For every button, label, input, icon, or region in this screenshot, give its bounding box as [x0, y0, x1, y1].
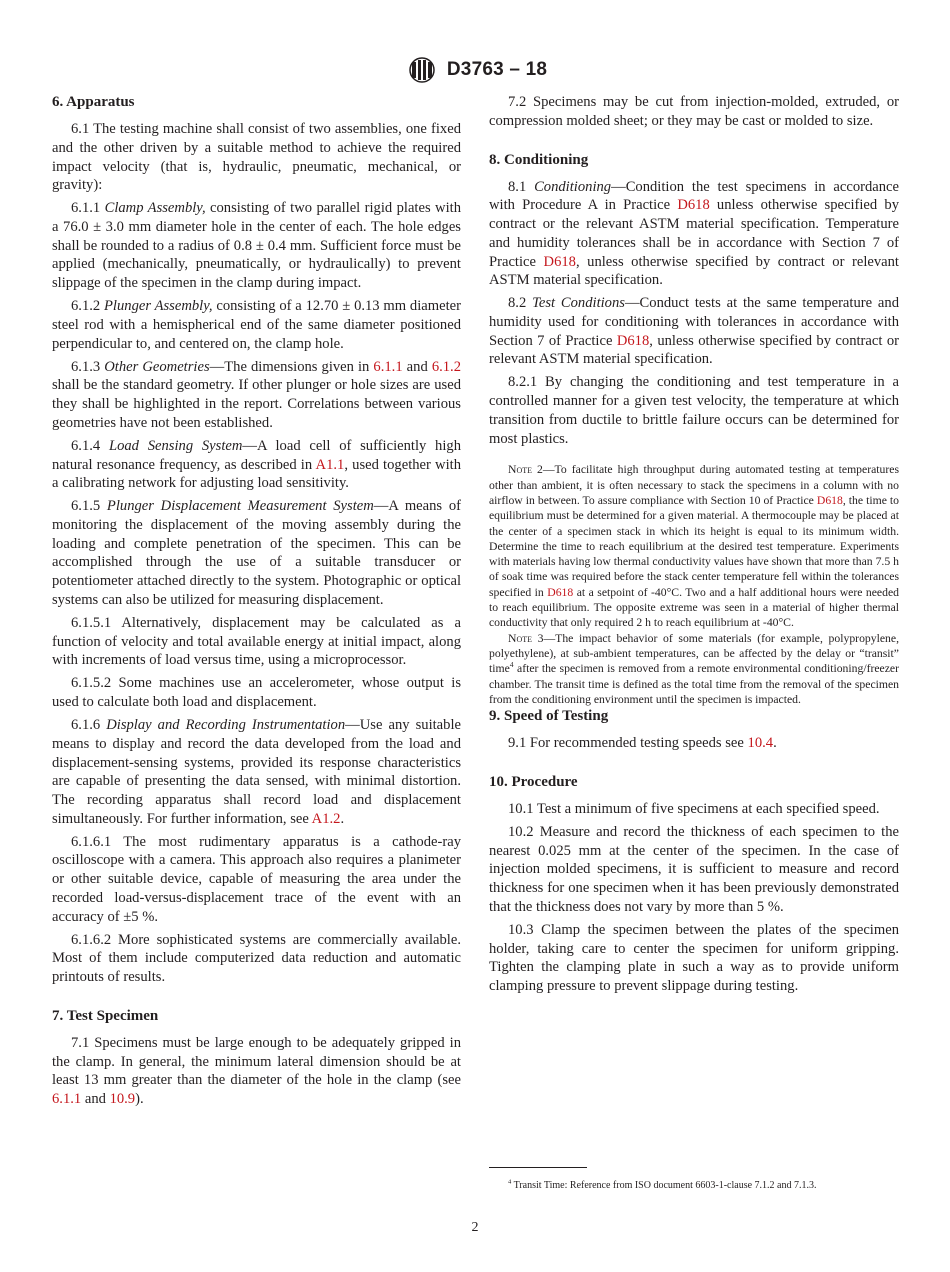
cross-reference-link[interactable]: A1.2 [311, 810, 341, 827]
text-run: 8. Conditioning [489, 151, 589, 168]
cross-reference-link[interactable]: 6.1.1 [52, 1091, 82, 1108]
text-run: 6.1.5.2 Some machines use an accelerometer, whose output is used to calculate both load and displacement. [52, 675, 461, 711]
paragraph [52, 437, 461, 493]
cross-reference-link[interactable]: 10.9 [109, 1091, 136, 1108]
text-run: 9.1 For recommended testing speeds see [508, 735, 748, 752]
text-run: . [340, 810, 345, 827]
text-run: —Condition the test specimens in accordance with Procedure A in Practice [489, 178, 899, 214]
paragraph [489, 800, 899, 819]
note-paragraph [489, 462, 899, 630]
cross-reference-link[interactable]: A1.1 [315, 456, 345, 473]
section-heading [52, 93, 461, 112]
astm-logo-icon [403, 56, 441, 84]
text-run: 8.2 [508, 295, 533, 312]
text-run: —Use any suitable means to display and record the data developed from the load and displacement-sensing systems, provided its response characteristics are capable of presenting the data sensed, with minimal distortion. The recording apparatus shall record load and displacement simultaneously. For further information, see [52, 717, 461, 827]
note-paragraph [489, 631, 899, 707]
subsection-title: Other Geometries [104, 358, 210, 375]
section-heading [489, 773, 899, 792]
footnote-text: Transit Time: Reference from ISO document 6603-1-clause 7.1.2 and 7.1.3. [511, 1180, 817, 1191]
text-run: 6.1.5 [71, 498, 107, 515]
page-header [0, 56, 950, 84]
paragraph [52, 833, 461, 927]
text-run: 7.1 Specimens must be large enough to be adequately gripped in the clamp. In general, the minimum lateral dimension should be at least 13 mm greater than the diameter of the hole in the clamp (see [52, 1034, 461, 1089]
note-label: Note [508, 631, 532, 645]
text-run: unless otherwise specified by contract or the relevant ASTM material specification. Temperature and humidity tolerances shall be in accordance with Section 7 of Practice [489, 197, 899, 270]
paragraph [489, 93, 899, 131]
page-number: 2 [471, 1220, 479, 1235]
cross-reference-link[interactable]: D618 [816, 493, 843, 507]
text-run: , used together with a calibrating network for adjusting load sensitivity. [52, 456, 461, 492]
paragraph [52, 931, 461, 987]
text-run: 6.1.1 [71, 200, 105, 217]
text-run: , the time to equilibrium must be determined for a given material. A thermocouple may be placed at the center of a specimen stack in which its height is equal to its minimum width. Determine the time to reach equilibrium at the desired test temperature. Experiments with materials having low thermal conductivity values have shown that more than 7.5 h of soak time was required before the stack center temperature fell within the tolerances specified in [489, 493, 899, 599]
cross-reference-link[interactable]: D618 [616, 332, 650, 349]
footnote-divider [489, 1167, 587, 1168]
section-heading [52, 1007, 461, 1026]
right-column [489, 93, 899, 1000]
text-run: —Conduct tests at the same temperature and humidity used for conditioning with tolerances in accordance with Section 7 of Practice [489, 295, 899, 349]
paragraph [52, 614, 461, 670]
cross-reference-link[interactable]: 6.1.2 [431, 358, 461, 375]
text-run: consisting of a 12.70 ± 0.13 mm diameter steel rod with a hemispherical end of the same diameter positioned perpendicular to, and centered on, the clamp hole. [52, 298, 461, 352]
text-run: 6.1.6 [71, 717, 107, 733]
subsection-title: Plunger Displacement Measurement System [106, 498, 374, 515]
text-run: shall be the standard geometry. If other plunger or hole sizes are used they shall be highlighted in the report. Correlations between various geometries have not been established. [52, 377, 461, 431]
footnote [489, 1179, 899, 1192]
subsection-title: Clamp Assembly, [104, 200, 206, 217]
cross-reference-link[interactable]: 10.4 [747, 735, 774, 752]
subsection-title: Plunger Assembly, [104, 298, 213, 315]
text-run: 9. Speed of Testing [489, 708, 609, 725]
subsection-title: Conditioning [534, 178, 612, 195]
text-run: 2—To facilitate high throughput during automated testing at temperatures other than ambient, it is often necessary to stack the specimens in a column with no airflow in between. To assure compliance with Section 10 of Practice [489, 463, 899, 507]
paragraph [489, 294, 899, 369]
text-run: —A load cell of sufficiently high natural resonance frequency, as described in [52, 437, 462, 473]
section-heading [489, 707, 899, 726]
text-run: 10.3 Clamp the specimen between the plates of the specimen holder, taking care to center the specimen for uniform gripping. Tighten the clamping plate in such a way as to provide uniform clamping pressure to prevent slippage during testing. [489, 921, 899, 994]
note-label: Note [508, 463, 532, 477]
text-run: 6.1.6.2 More sophisticated systems are commercially available. Most of them include computerized data reduction and automatic printouts of results. [52, 931, 461, 986]
text-run: 6.1 The testing machine shall consist of two assemblies, one fixed and the other driven by a suitable method to achieve the required impact velocity (that is, hydraulic, pneumatic, mechanical, or gravity): [52, 121, 461, 194]
text-run: ). [135, 1091, 144, 1108]
text-run: 6. Apparatus [52, 94, 135, 110]
text-run: 10.2 Measure and record the thickness of each specimen to the nearest 0.025 mm at the center of the specimen. In the case of injection molded specimens, it is sufficient to measure and record thickness for one specimen when it has been previously demonstrated that the thickness does not vary by more than 5 %. [489, 823, 899, 915]
text-run: 8.2.1 By changing the conditioning and test temperature in a controlled manner for a given test velocity, the temperature at which transition from ductile to brittle failure occurs can be determined for most plastics. [489, 374, 899, 447]
text-run: 6.1.2 [71, 298, 104, 315]
left-column [52, 93, 461, 1113]
section-heading [489, 151, 899, 170]
paragraph [489, 178, 899, 291]
text-run: 10. Procedure [489, 773, 578, 790]
paragraph [489, 734, 899, 753]
footnote-number: 4 [508, 1178, 512, 1186]
paragraph [52, 199, 461, 293]
paragraph [52, 497, 461, 610]
paragraph [52, 674, 461, 712]
paragraph [52, 297, 461, 353]
text-run: —A means of monitoring the displacement of the moving assembly during the loading and complete penetration of the specimen. This can be accomplished through the use of a suitable transducer or potentiometer attached directly to the system. Photographic or optical systems can also be utilized for measuring displacement. [52, 498, 461, 608]
cross-reference-link[interactable]: D618 [547, 585, 574, 599]
text-run: and [81, 1091, 110, 1108]
text-run: 6.1.3 [71, 358, 105, 375]
text-run: 6.1.5.1 Alternatively, displacement may be calculated as a function of velocity and total available energy at initial impact, along with increments of load versus time, using a microprocessor. [52, 614, 461, 669]
paragraph [489, 373, 899, 448]
paragraph [489, 921, 899, 996]
text-run: and [402, 358, 432, 375]
paragraph [52, 1034, 461, 1109]
text-run: consisting of two parallel rigid plates with a 76.0 ± 3.0 mm diameter hole in the center of each. The hole edges shall be rounded to a radius of 0.8 ± 0.4 mm. Sufficient force must be applied (mechanically, pneumatically, or hydraulically) to prevent slippage of the specimen in the clamp during impact. [52, 200, 461, 292]
subsection-title: Display and Recording Instrumentation [106, 717, 346, 733]
paragraph [52, 120, 461, 195]
document-id: D3763 – 18 [446, 59, 548, 80]
text-run: 6.1.6.1 The most rudimentary apparatus is a cathode-ray oscilloscope with a camera. This approach also requires a planimeter or other suitable device, capable of measuring the area under the recorded load-versus-displacement trace of the event with an accuracy of ±5 %. [52, 833, 461, 925]
text-run: 3—The impact behavior of some materials (for example, polypropylene, polyethylene), at sub-ambient temperatures, can be affected by the delay or “transit” time [489, 631, 899, 676]
text-run: after the specimen is removed from a remote environmental conditioning/freezer chamber. The transit time is defined as the total time from the removal of the specimen from the conditioning environment until the specimen is impacted. [489, 662, 899, 706]
text-run: . [773, 735, 777, 752]
cross-reference-link[interactable]: 6.1.1 [373, 358, 403, 375]
text-run: 6.1.4 [71, 437, 109, 454]
text-run: 7. Test Specimen [52, 1007, 159, 1024]
paragraph [52, 358, 461, 433]
paragraph [52, 716, 461, 829]
text-run: 10.1 Test a minimum of five specimens at each specified speed. [508, 800, 880, 817]
text-run: 7.2 Specimens may be cut from injection-molded, extruded, or compression molded sheet; or they may be cast or molded to size. [489, 94, 899, 129]
footnote-ref[interactable]: 4 [509, 660, 514, 670]
paragraph [489, 823, 899, 917]
text-run: —The dimensions given in [209, 358, 374, 375]
text-run: at a setpoint of -40°C. Two and a half additional hours were needed to reach equilibrium. The opposite extreme was seen in a material of higher thermal conductivity that only required 2 h to reach equilibrium at -40°C. [489, 585, 899, 630]
text-run: , unless otherwise specified by contract or relevant ASTM material specification. [489, 253, 899, 289]
subsection-title: Test Conditions [532, 295, 625, 312]
cross-reference-link[interactable]: D618 [543, 253, 576, 270]
cross-reference-link[interactable]: D618 [677, 197, 710, 214]
text-run: 8.1 [508, 178, 535, 195]
subsection-title: Load Sensing System [108, 437, 243, 454]
text-run: , unless otherwise specified by contract or relevant ASTM material specification. [489, 332, 899, 368]
